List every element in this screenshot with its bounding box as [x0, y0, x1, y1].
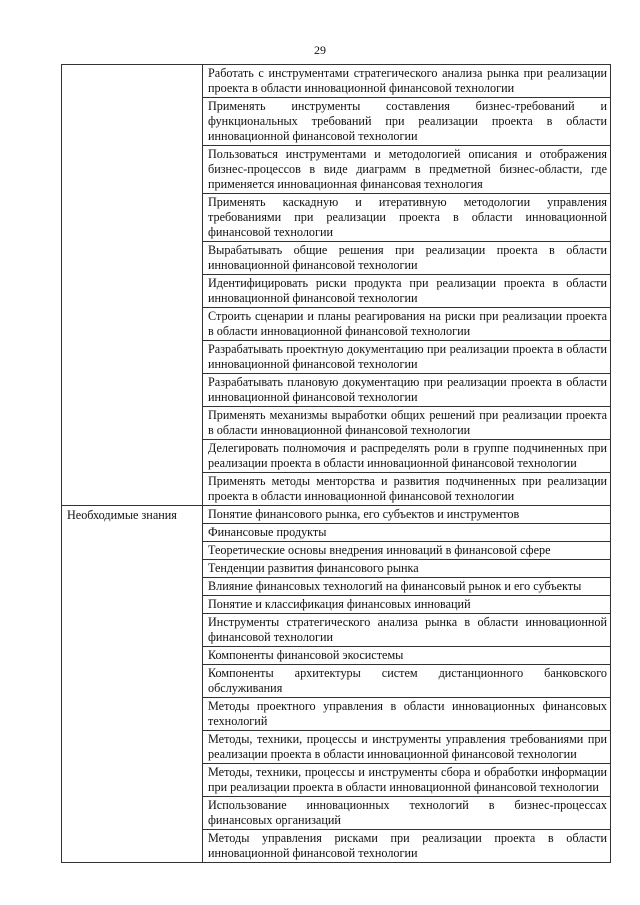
skills-label-cell	[62, 65, 203, 506]
list-item: Инструменты стратегического анализа рынка в области инновационной финансовой технологии	[203, 614, 610, 647]
section-label	[62, 65, 202, 67]
list-item: Компоненты финансовой экосистемы	[203, 647, 610, 665]
skills-row	[62, 65, 611, 506]
list-item: Теоретические основы внедрения инноваций в финансовой сфере	[203, 542, 610, 560]
knowledge-items-cell	[203, 506, 611, 863]
list-item: Строить сценарии и планы реагирования на риски при реализации проекта в области инновационной финансовой технологии	[203, 308, 610, 341]
list-item: Понятие финансового рынка, его субъектов и инструментов	[203, 506, 610, 524]
section-label: Необходимые знания	[67, 508, 177, 522]
list-item: Методы управления рисками при реализации проекта в области инновационной финансовой технологии	[208, 831, 607, 860]
list-item: Пользоваться инструментами и методологией описания и отображения бизнес-процессов в виде диаграмм в предметной бизнес-области, где применяется инновационная финансовая технология	[203, 146, 610, 194]
knowledge-row	[62, 506, 611, 863]
list-item: Вырабатывать общие решения при реализации проекта в области инновационной финансовой технологии	[203, 242, 610, 275]
list-item: Делегировать полномочия и распределять роли в группе подчиненных при реализации проекта в области инновационной финансовой технологии	[203, 440, 610, 473]
list-item: Методы проектного управления в области инновационных финансовых технологий	[203, 698, 610, 731]
list-item: Понятие и классификация финансовых инноваций	[203, 596, 610, 614]
list-item: Применять механизмы выработки общих решений при реализации проекта в области инновационной финансовой технологии	[203, 407, 610, 440]
list-item: Методы, техники, процессы и инструменты сбора и обработки информации при реализации проекта в области инновационной финансовой технологии	[203, 764, 610, 797]
list-item: Тенденции развития финансового рынка	[203, 560, 610, 578]
knowledge-label-cell	[62, 506, 203, 863]
list-item: Разрабатывать проектную документацию при реализации проекта в области инновационной финансовой технологии	[203, 341, 610, 374]
skills-items-cell	[203, 65, 611, 506]
requirements-table	[61, 64, 611, 863]
list-item: Методы, техники, процессы и инструменты управления требованиями при реализации проекта в области инновационной финансовой технологии	[203, 731, 610, 764]
list-item: Разрабатывать плановую документацию при реализации проекта в области инновационной финансовой технологии	[203, 374, 610, 407]
list-item: Влияние финансовых технологий на финансовый рынок и его субъекты	[203, 578, 610, 596]
list-item: Применять методы менторства и развития подчиненных при реализации проекта в области инновационной финансовой технологии	[208, 474, 607, 503]
list-item: Использование инновационных технологий в бизнес-процессах финансовых организаций	[203, 797, 610, 830]
list-item: Применять каскадную и итеративную методологии управления требованиями при реализации проекта в области инновационной финансовой технологии	[203, 194, 610, 242]
list-item: Работать с инструментами стратегического анализа рынка при реализации проекта в области инновационной финансовой технологии	[203, 65, 610, 98]
list-item: Компоненты архитектуры систем дистанционного банковского обслуживания	[203, 665, 610, 698]
list-item: Финансовые продукты	[203, 524, 610, 542]
list-item: Применять инструменты составления бизнес-требований и функциональных требований при реализации проекта в области инновационной финансовой технологии	[203, 98, 610, 146]
page-number: 29	[314, 43, 326, 57]
list-item: Идентифицировать риски продукта при реализации проекта в области инновационной финансовой технологии	[203, 275, 610, 308]
